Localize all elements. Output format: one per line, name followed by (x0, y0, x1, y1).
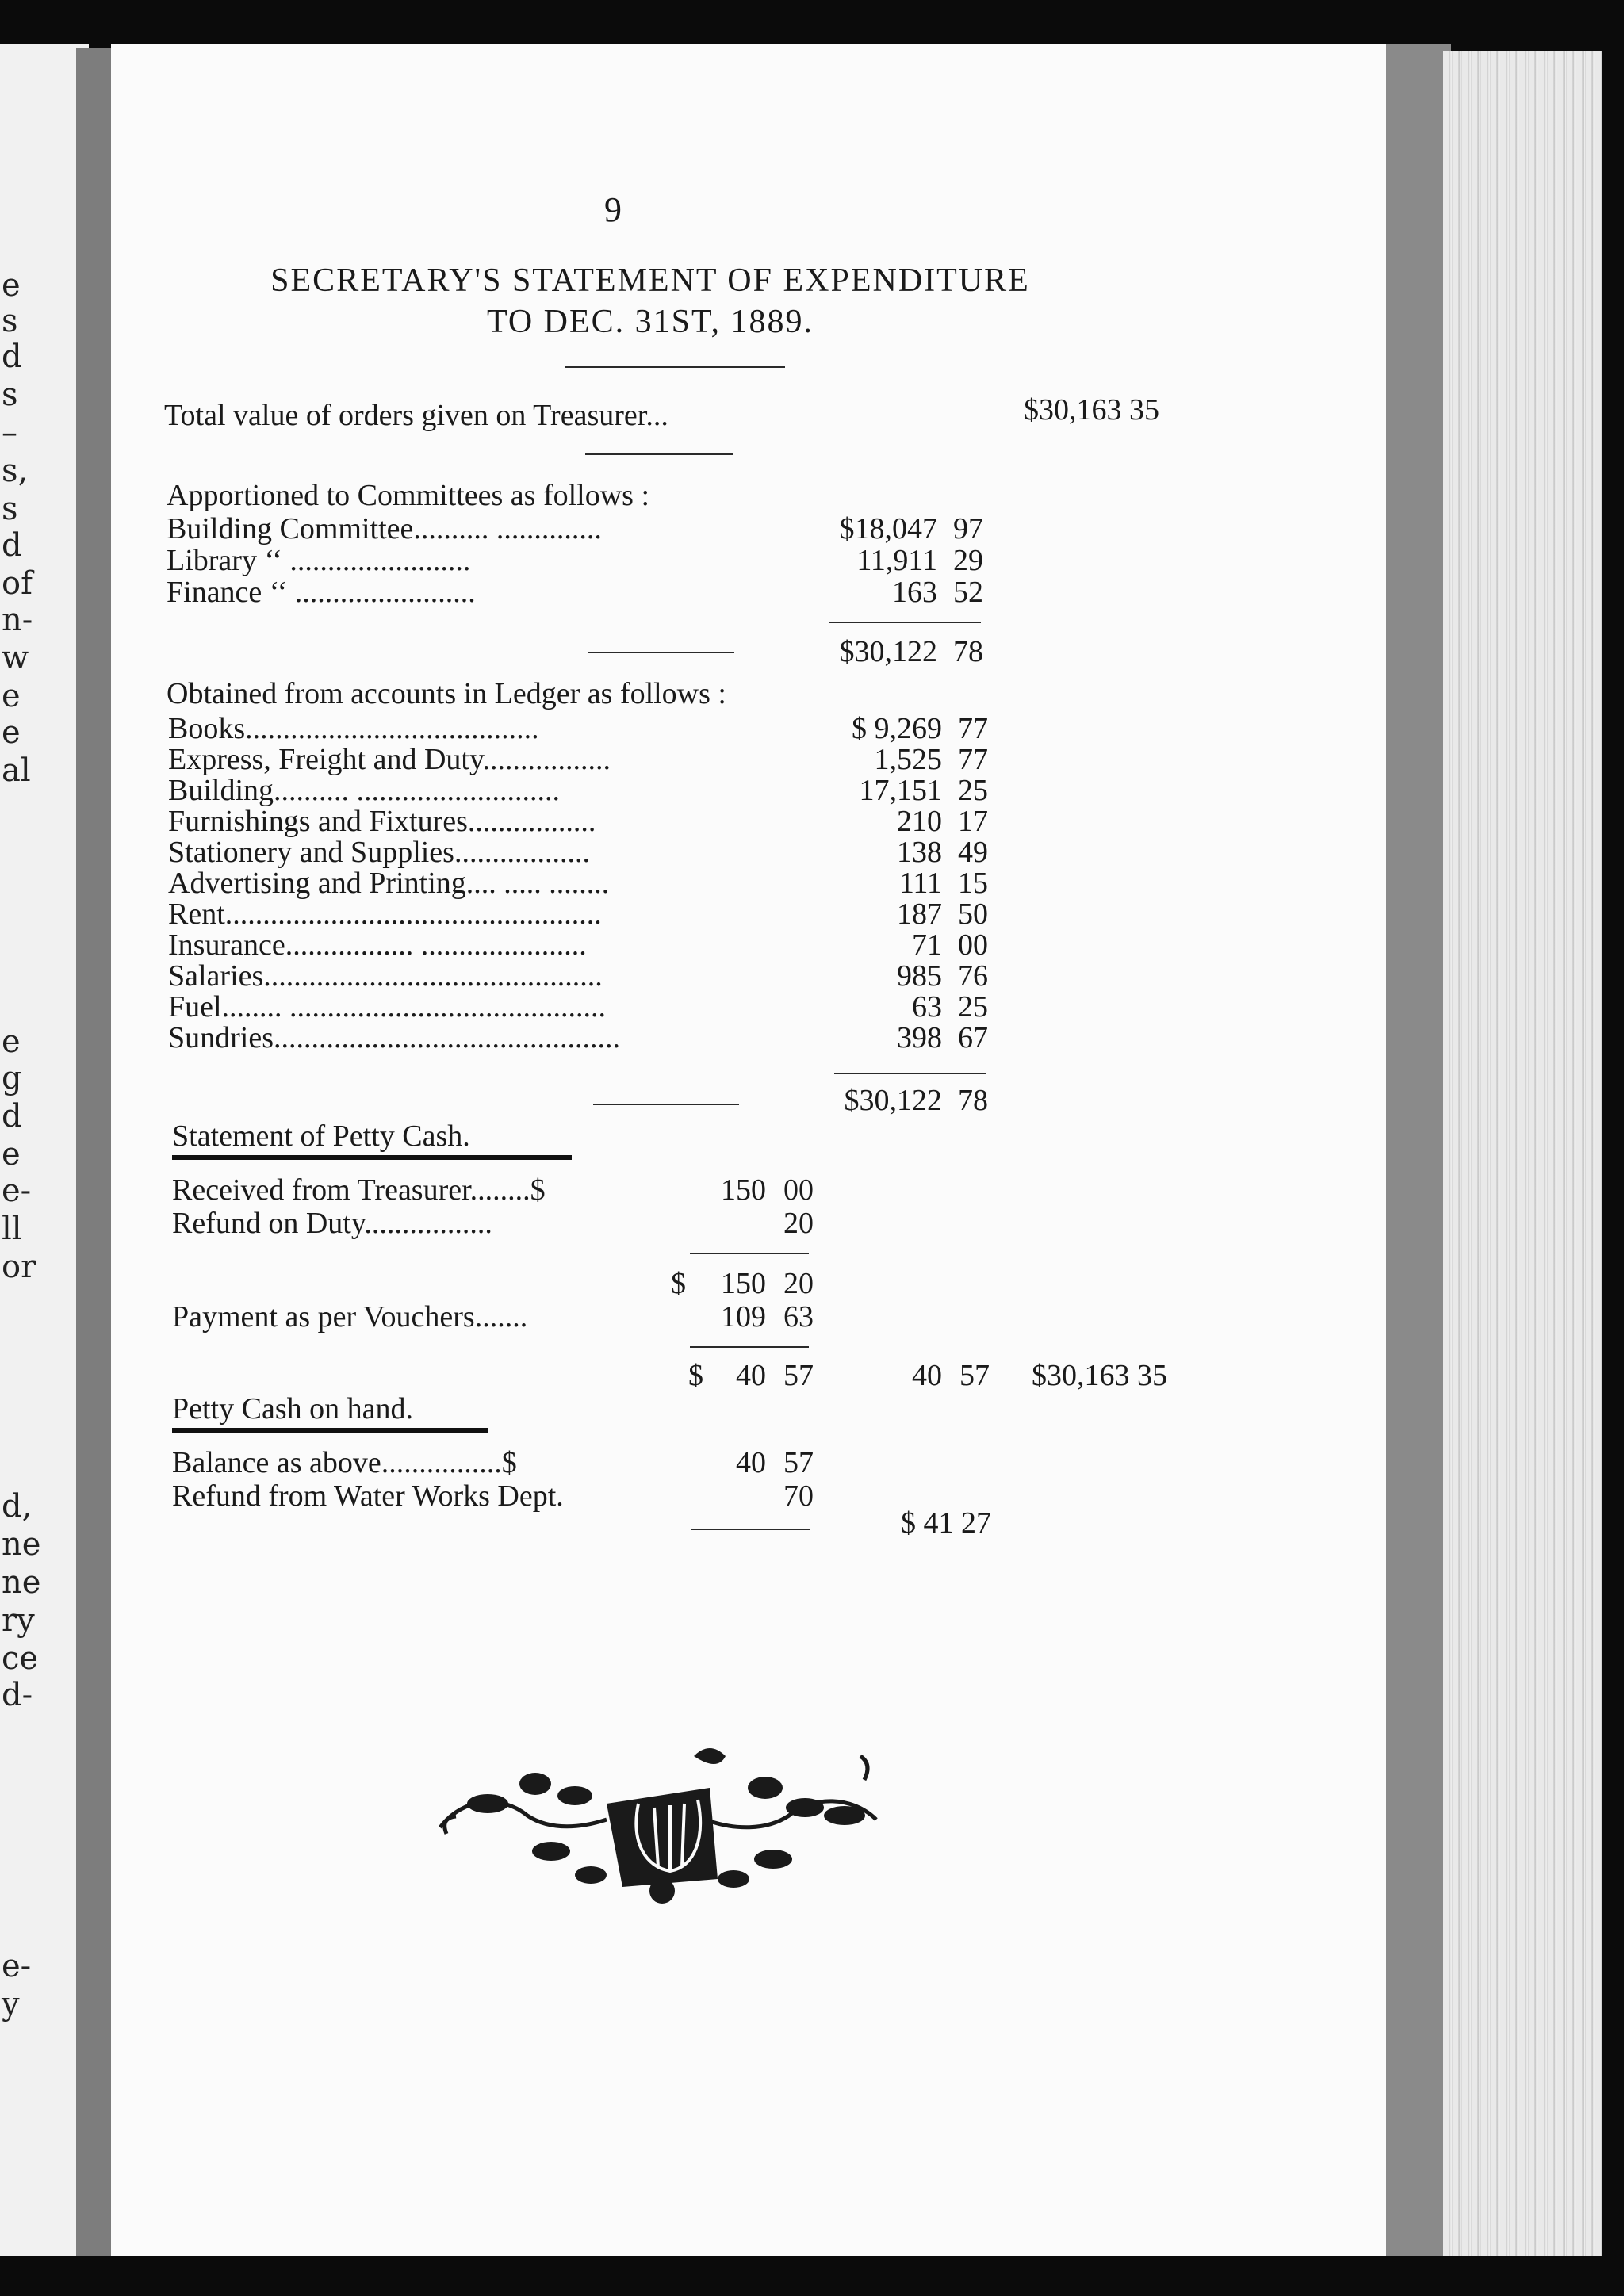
ledger-heading: Obtained from accounts in Ledger as follows : (167, 677, 726, 710)
received-from-treasurer-label: Received from Treasurer........$ (172, 1173, 546, 1207)
left-page-text-fragment: ll (2, 1211, 22, 1247)
balance-as-above-label: Balance as above................$ (172, 1446, 517, 1479)
refund-on-duty-cents: 20 (783, 1207, 814, 1240)
left-page-text-fragment: ne (2, 1526, 41, 1563)
petty-subtotal-sign: $ (671, 1267, 686, 1300)
left-page-text-fragment: s (2, 491, 18, 527)
ledger-total-dollars: $30,122 (844, 1084, 942, 1117)
ledger-row-dollars: 985 (897, 959, 942, 993)
ledger-row-dollars: 63 (912, 990, 942, 1024)
petty-subtotal-rule (690, 1253, 809, 1254)
ledger-left-rule (593, 1104, 739, 1105)
ledger-row-cents: 77 (958, 743, 988, 776)
ledger-row-label: Advertising and Printing.... ..... ........ (168, 867, 610, 900)
left-gutter-shadow (76, 48, 113, 2256)
ledger-row-cents: 67 (958, 1021, 988, 1054)
payment-dollars: 109 (721, 1300, 766, 1334)
carried-dollars: 40 (912, 1359, 942, 1392)
payment-cents: 63 (783, 1300, 814, 1334)
ledger-row-label: Sundries.............................................. (168, 1021, 620, 1054)
ledger-row-label: Building.......... ........................... (168, 774, 561, 807)
left-page-text-fragment: d (2, 339, 22, 375)
left-page-text-fragment: w (2, 640, 29, 676)
water-works-refund-label: Refund from Water Works Dept. (172, 1479, 564, 1513)
left-page-text-fragment: d- (2, 1677, 33, 1713)
left-page-text-fragment: e- (2, 1173, 32, 1209)
ledger-row-dollars: 17,151 (859, 774, 942, 807)
ledger-row-dollars: 138 (897, 836, 942, 869)
ledger-total-cents: 78 (958, 1084, 988, 1117)
ledger-row-label: Furnishings and Fixtures................. (168, 805, 596, 838)
ledger-row-cents: 77 (958, 712, 988, 745)
committee-row-label: Library ‘‘ ........................ (167, 544, 471, 577)
ledger-row-cents: 15 (958, 867, 988, 900)
left-page-text-fragment: or (2, 1249, 36, 1285)
petty-cash-heading-underline (172, 1155, 572, 1160)
ledger-row-dollars: 210 (897, 805, 942, 838)
on-hand-heading-underline (172, 1428, 488, 1433)
petty-balance-rule (690, 1346, 809, 1348)
on-hand-total: $ 41 27 (901, 1506, 991, 1540)
ledger-row-label: Salaries............................................. (168, 959, 603, 993)
page-number: 9 (604, 190, 622, 229)
total-orders-amount: $30,163 35 (1024, 393, 1159, 427)
ledger-row-label: Insurance................. ...................... (168, 928, 587, 962)
ledger-row-dollars: $ 9,269 (852, 712, 942, 745)
section-rule (585, 453, 733, 455)
committee-row-label: Building Committee.......... .............. (167, 512, 602, 545)
left-page-text-fragment: al (2, 752, 31, 789)
on-hand-heading: Petty Cash on hand. (172, 1392, 413, 1425)
petty-balance-cents: 57 (783, 1359, 814, 1392)
left-page-text-fragment: e- (2, 1948, 32, 1984)
ledger-row-dollars: 187 (897, 897, 942, 931)
committees-heading: Apportioned to Committees as follows : (167, 479, 650, 512)
left-page-text-fragment: d (2, 1098, 22, 1135)
committee-total-cents: 78 (953, 635, 983, 668)
left-page-text-fragment: e (2, 678, 21, 714)
ledger-row-dollars: 1,525 (874, 743, 942, 776)
petty-balance-sign: $ (688, 1359, 703, 1392)
ledger-row-cents: 17 (958, 805, 988, 838)
left-page-text-fragment: s (2, 377, 18, 413)
left-page-text-fragment: e (2, 267, 21, 304)
committee-row-cents: 97 (953, 512, 983, 545)
ledger-row-dollars: 398 (897, 1021, 942, 1054)
ledger-row-label: Stationery and Supplies.................. (168, 836, 590, 869)
left-page-text-fragment: e (2, 714, 21, 751)
petty-cash-heading: Statement of Petty Cash. (172, 1119, 470, 1153)
on-hand-balance-cents: 57 (783, 1446, 814, 1479)
received-cents: 00 (783, 1173, 814, 1207)
committee-row-dollars: 11,911 (856, 544, 937, 577)
left-page-text-fragment: g (2, 1060, 22, 1096)
left-page-text-fragment: – (2, 415, 17, 451)
ledger-row-cents: 49 (958, 836, 988, 869)
page-block-edges (1443, 51, 1602, 2256)
total-orders-label: Total value of orders given on Treasurer... (164, 399, 668, 432)
title-rule (565, 366, 785, 368)
ledger-row-cents: 76 (958, 959, 988, 993)
ledger-row-label: Rent.................................................. (168, 897, 602, 931)
right-page-edge-shadow (1386, 44, 1451, 2256)
carried-cents: 57 (959, 1359, 990, 1392)
grand-total: $30,163 35 (1032, 1359, 1167, 1392)
page-title-line-1: SECRETARY'S STATEMENT OF EXPENDITURE (270, 262, 1030, 299)
refund-on-duty-label: Refund on Duty................. (172, 1207, 492, 1240)
left-page-text-fragment: ry (2, 1602, 35, 1639)
left-page-text-fragment: n- (2, 602, 33, 638)
ledger-row-label: Express, Freight and Duty................. (168, 743, 611, 776)
ledger-row-cents: 25 (958, 990, 988, 1024)
left-page-text-fragment: s (2, 303, 18, 339)
left-page-text-fragment: s, (2, 453, 29, 489)
ledger-row-cents: 00 (958, 928, 988, 962)
committee-row-cents: 52 (953, 576, 983, 609)
committee-row-dollars: 163 (892, 576, 937, 609)
committee-row-label: Finance ‘‘ ........................ (167, 576, 476, 609)
petty-balance-dollars: 40 (736, 1359, 766, 1392)
committee-left-rule (588, 652, 734, 653)
ledger-row-dollars: 71 (912, 928, 942, 962)
left-page-text-fragment: ce (2, 1640, 39, 1677)
committee-row-dollars: $18,047 (839, 512, 937, 545)
petty-subtotal-dollars: 150 (721, 1267, 766, 1300)
ledger-row-dollars: 111 (898, 867, 942, 900)
page-title-line-2: TO DEC. 31ST, 1889. (486, 304, 814, 340)
left-page-text-fragment: ne (2, 1564, 41, 1601)
left-page-text-fragment: y (2, 1986, 20, 2022)
on-hand-balance-dollars: 40 (736, 1446, 766, 1479)
left-page-text-fragment: of (2, 565, 33, 602)
ledger-row-label: Fuel........ .......................................... (168, 990, 607, 1024)
left-page-text-fragment: e (2, 1024, 21, 1060)
ledger-row-cents: 50 (958, 897, 988, 931)
received-dollars: 150 (721, 1173, 766, 1207)
committee-total-dollars: $30,122 (839, 635, 937, 668)
left-page-text-fragment: e (2, 1136, 21, 1173)
left-page-text-fragment: d (2, 527, 22, 564)
payment-vouchers-label: Payment as per Vouchers....... (172, 1300, 528, 1334)
ledger-row-cents: 25 (958, 774, 988, 807)
ledger-sum-rule (834, 1073, 986, 1074)
committee-sum-rule (829, 622, 981, 623)
lyre-floral-ornament-icon (432, 1740, 892, 1907)
committee-row-cents: 29 (953, 544, 983, 577)
ledger-row-label: Books....................................... (168, 712, 539, 745)
petty-subtotal-cents: 20 (783, 1267, 814, 1300)
left-page-text-fragment: d, (2, 1488, 33, 1525)
on-hand-rule (691, 1529, 810, 1530)
water-works-refund-cents: 70 (783, 1479, 814, 1513)
